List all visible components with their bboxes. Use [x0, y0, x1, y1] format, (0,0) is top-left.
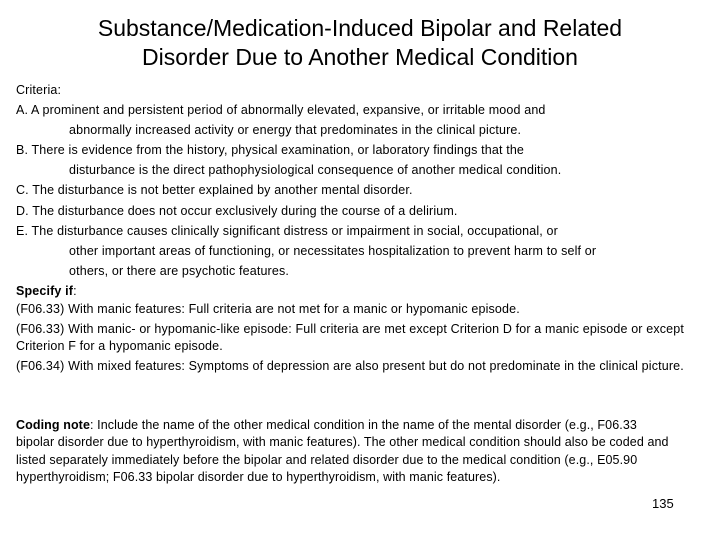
title-line-1: Substance/Medication-Induced Bipolar and Related [97, 15, 623, 41]
criterion-c: C. The disturbance is not better explained by another mental disorder. [16, 183, 413, 198]
specifier-item: (F06.33) With manic- or hypomanic-like episode: Full criteria are met except Criterion D for a manic episode or except Criterion F for a hypomanic episode. [16, 321, 684, 354]
criterion-a-line-2: abnormally increased activity or energy that predominates in the clinical picture. [69, 123, 522, 138]
coding-note-text: : Include the name of the other medical condition in the name of the mental disorder (e.g., F06.33 bipolar disorder due to hyperthyroidism, with manic features). The other medical condition should also be coded and listed separately immediately before the bipolar and related disorder due to the medical condition (e.g., E05.90 hyperthyroidism; F06.33 bipolar disorder due to hyperthyroidism, with manic features). [16, 418, 669, 484]
specifier-item: (F06.34) With mixed features: Symptoms of depression are also present but do not predominate in the clinical picture. [16, 358, 684, 373]
specify-label: Specify if [16, 283, 74, 298]
criterion-e-line-1: E. The disturbance causes clinically significant distress or impairment in social, occupational, or [16, 223, 558, 238]
criterion-e-line-3: others, or there are psychotic features. [69, 263, 289, 278]
criterion-a-line-1: A. A prominent and persistent period of abnormally elevated, expansive, or irritable mood and [16, 103, 546, 118]
coding-note-label: Coding note [16, 418, 91, 432]
page-number: 135 [652, 496, 674, 511]
criteria-label: Criteria: [16, 83, 62, 97]
criterion-e-line-2: other important areas of functioning, or necessitates hospitalization to prevent harm to self or [69, 243, 597, 258]
specify-heading [16, 281, 684, 301]
criteria-body [16, 80, 684, 377]
specifier-item: (F06.33) With manic features: Full criteria are not met for a manic or hypomanic episode. [16, 302, 520, 317]
criterion-b-line-2: disturbance is the direct pathophysiological consequence of another medical condition. [69, 163, 562, 178]
criterion-d: D. The disturbance does not occur exclusively during the course of a delirium. [16, 203, 458, 218]
slide-title [40, 14, 680, 72]
coding-note [16, 417, 671, 486]
specify-colon: : [73, 283, 77, 298]
criterion-b-line-1: B. There is evidence from the history, physical examination, or laboratory findings that the [16, 143, 525, 158]
title-line-2: Disorder Due to Another Medical Condition [142, 44, 578, 70]
